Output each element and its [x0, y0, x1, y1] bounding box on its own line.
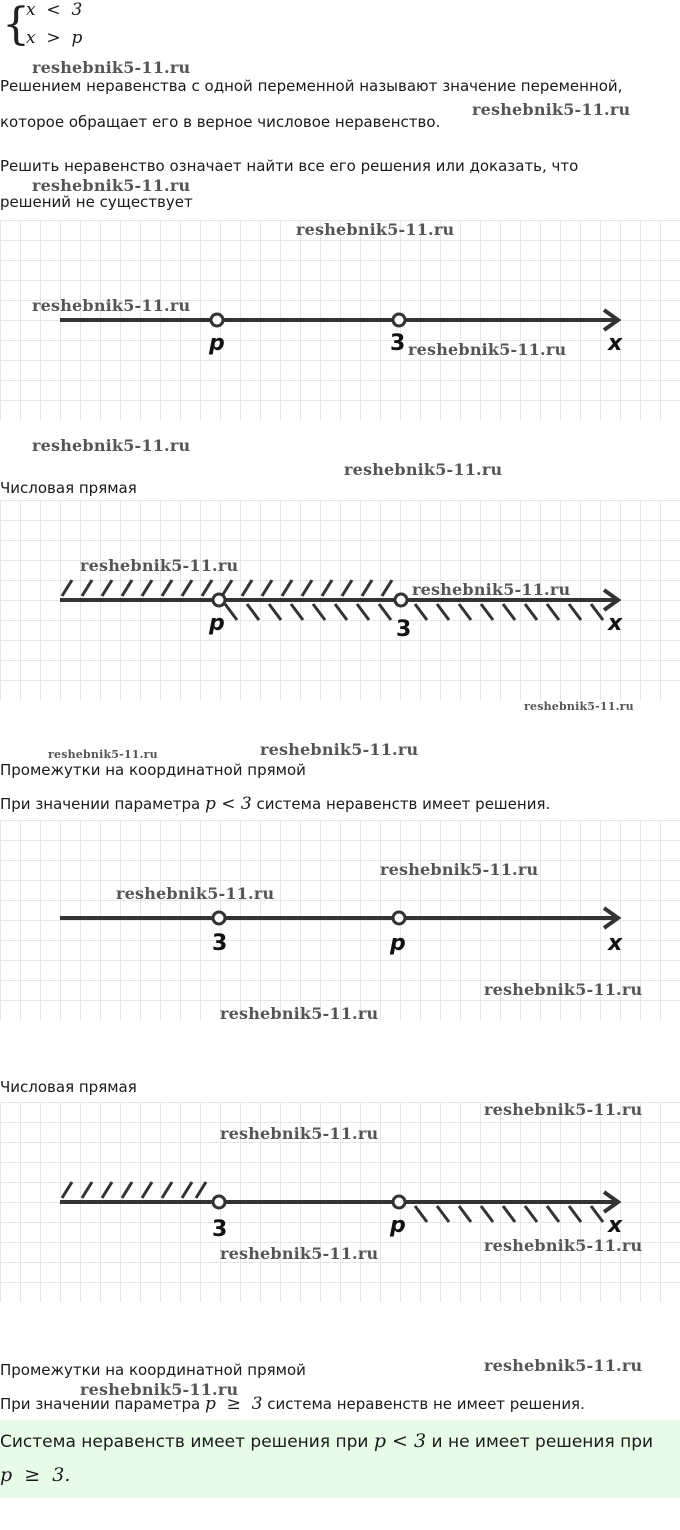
- hatch-right: [225, 604, 603, 620]
- point-3-label: 3: [212, 1217, 228, 1242]
- watermark: reshebnik5-11.ru: [484, 1100, 643, 1119]
- conclusion-math-2: p ≥ 3.: [0, 1464, 71, 1486]
- axis-x-label: x: [608, 1213, 623, 1238]
- watermark: reshebnik5-11.ru: [220, 1124, 379, 1143]
- conclusion-line-1: [0, 1430, 653, 1452]
- watermark: reshebnik5-11.ru: [32, 176, 191, 195]
- point-3-marker: [395, 594, 407, 606]
- conclusion-middle: и не имеет решения при: [426, 1432, 654, 1452]
- caption-number-line-2: Числовая прямая: [0, 1078, 137, 1096]
- watermark: reshebnik5-11.ru: [484, 980, 643, 999]
- conclusion-prefix: Система неравенств имеет решения при: [0, 1432, 374, 1452]
- inequality-system: [0, 0, 120, 56]
- watermark: reshebnik5-11.ru: [80, 1380, 239, 1399]
- definition-line-2: которое обращает его в верное числовое неравенство.: [0, 113, 441, 131]
- point-p-label: p: [390, 1213, 406, 1238]
- point-3-label: 3: [390, 331, 406, 356]
- point-p-marker: [393, 912, 405, 924]
- system-brace: {: [2, 0, 30, 50]
- watermark: reshebnik5-11.ru: [524, 700, 634, 713]
- hatch-left: [62, 1182, 206, 1198]
- point-p-label: p: [209, 611, 225, 636]
- watermark: reshebnik5-11.ru: [380, 860, 539, 879]
- watermark: reshebnik5-11.ru: [296, 220, 455, 239]
- watermark: reshebnik5-11.ru: [412, 580, 571, 599]
- watermark: reshebnik5-11.ru: [484, 1236, 643, 1255]
- point-p-label: p: [209, 331, 225, 356]
- case2-suffix: система неравенств не имеет решения.: [262, 1395, 585, 1413]
- watermark: reshebnik5-11.ru: [32, 296, 191, 315]
- solve-line-1: Решить неравенство означает найти все его решения или доказать, что: [0, 157, 579, 175]
- point-p-marker: [211, 314, 223, 326]
- system-line-1: x < 3: [26, 0, 83, 20]
- case2-math: p ≥ 3: [204, 1394, 263, 1414]
- axis-x-label: x: [608, 931, 623, 956]
- axis-x-label: x: [608, 611, 623, 636]
- point-p-label: p: [390, 931, 406, 956]
- watermark: reshebnik5-11.ru: [48, 748, 158, 761]
- number-line-svg-2: [0, 500, 680, 700]
- conclusion-math-1: p < 3: [373, 1430, 427, 1452]
- watermark: reshebnik5-11.ru: [220, 1004, 379, 1023]
- point-p-marker: [393, 1196, 405, 1208]
- hatch-right: [415, 1206, 603, 1222]
- watermark: reshebnik5-11.ru: [32, 58, 191, 77]
- number-line-figure-1: [0, 220, 680, 420]
- number-line-figure-2: [0, 500, 680, 700]
- number-line-svg-1: [0, 220, 680, 420]
- point-3-label: 3: [396, 617, 412, 642]
- caption-number-line-1: Числовая прямая: [0, 479, 137, 497]
- case1-suffix: система неравенств имеет решения.: [251, 795, 551, 813]
- watermark: reshebnik5-11.ru: [408, 340, 567, 359]
- case1-math: p < 3: [204, 794, 252, 814]
- case1-prefix: При значении параметра: [0, 795, 205, 813]
- hatch-left: [60, 580, 396, 596]
- caption-intervals-1: Промежутки на координатной прямой: [0, 761, 306, 779]
- point-3-marker: [213, 912, 225, 924]
- system-line-2: x > p: [26, 28, 83, 48]
- conclusion-line-2: [0, 1464, 70, 1486]
- conclusion-box: [0, 1420, 680, 1498]
- solve-line-2: решений не существует: [0, 193, 193, 211]
- watermark: reshebnik5-11.ru: [484, 1356, 643, 1375]
- point-3-marker: [393, 314, 405, 326]
- case2-prefix: При значении параметра: [0, 1395, 205, 1413]
- watermark: reshebnik5-11.ru: [80, 556, 239, 575]
- watermark: reshebnik5-11.ru: [344, 460, 503, 479]
- watermark: reshebnik5-11.ru: [116, 884, 275, 903]
- point-3-label: 3: [212, 931, 228, 956]
- watermark: reshebnik5-11.ru: [32, 436, 191, 455]
- axis-x-label: x: [608, 331, 623, 356]
- watermark: reshebnik5-11.ru: [220, 1244, 379, 1263]
- definition-line-1: Решением неравенства с одной переменной называют значение переменной,: [0, 77, 623, 95]
- watermark: reshebnik5-11.ru: [472, 100, 631, 119]
- watermark: reshebnik5-11.ru: [260, 740, 419, 759]
- point-3-marker: [213, 1196, 225, 1208]
- caption-intervals-2: Промежутки на координатной прямой: [0, 1361, 306, 1379]
- point-p-marker: [213, 594, 225, 606]
- case-has-solutions: [0, 794, 550, 814]
